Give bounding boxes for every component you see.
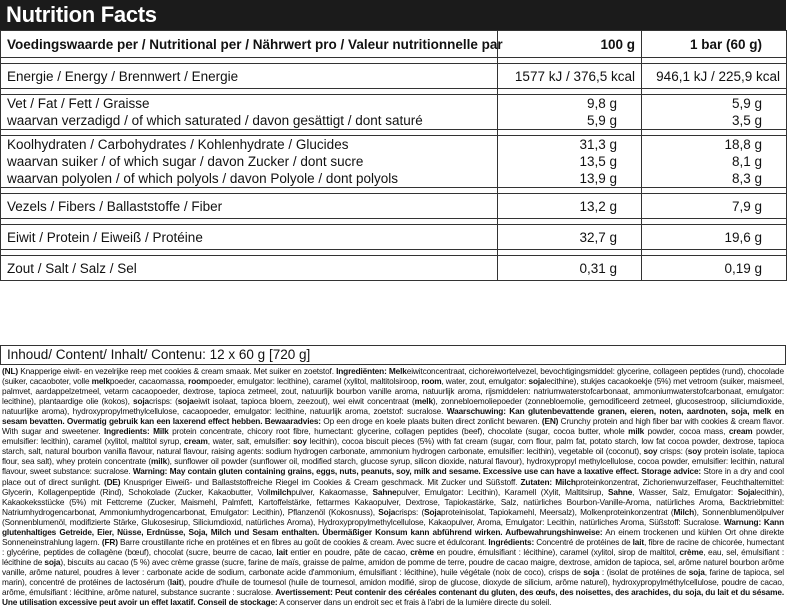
fine-print-segment: crisps: ( — [657, 446, 688, 457]
fine-print-bold-segment: Zutaten: Milch — [520, 476, 576, 487]
value-bar: 0,19 g — [642, 256, 787, 281]
fine-print-bold-segment: (NL) — [2, 366, 18, 376]
fine-print-bold-segment: (EN) — [541, 416, 559, 427]
header-label: Voedingswaarde per / Nutritional per / Nährwert pro / Valeur nutritionnelle par — [1, 31, 498, 58]
fine-print-bold-segment: lait — [276, 546, 288, 557]
page-title: Nutrition Facts — [0, 0, 786, 30]
value-100g-saturated: 5,9 g — [586, 113, 617, 128]
fine-print-segment: ), poudre d'huile de tournesol (huile de tournesol, amidon modifié, sirop de glucose, dioxyde de silicium, arôme naturel), hydroxypropylméthylcellulose, poudre de cacao, arôme, émulsifiant : lécithine, arôme naturel, substance sucrante : sucralose. — [2, 576, 784, 598]
row-label-saturated: waarvan verzadigd / of which saturated / davon gesättigt / dont saturé — [7, 113, 423, 128]
fine-print-segment: eiwitconcentraat, cichoreiwortelvezel, bevochtigingsmiddel: glycerine, collageen peptides (rund), chocolade (suiker, cacaoboter, volle — [2, 366, 784, 387]
fine-print-bold-segment: milch — [270, 486, 292, 497]
fine-print-segment: proteinisolat, Tapiokamehl, Meersalz), Molkenproteinkonzentrat ( — [441, 506, 674, 517]
fine-print-bold-segment: Ingrediënten: Melk — [336, 366, 407, 376]
fine-print-segment: ), Sonnenblumenölpulver (Sonnenblumenöl, modifizierte Stärke, Glukosesirup, Siliciumdioxid, natürliches Aroma), Hydroxypropylmethylcellulose, Kakaopulver, Aroma, Emulgator: Lecithin, natürliches Aroma, Süßstoff: Sucralose. — [2, 506, 785, 527]
value-100g-carbs: 31,3 g — [579, 137, 617, 152]
fine-print-segment: poeder, cacaomassa, — [109, 376, 189, 387]
fine-print-segment: powder, cocoa mass, — [644, 426, 729, 437]
table-row-fat — [1, 95, 787, 130]
table-header-row — [1, 31, 787, 58]
table-row-fibers — [1, 194, 787, 219]
fine-print-segment: ), zonnebloemoliepoeder (zonnebloemolie, gemodificeerd zetmeel, glucosestroop, siliciumdioxide, natuurlijke aroma), hydroxypropylmethylcellulose, cacaopoeder, emulgator: lecithine, natuurlijk aroma, zoetstof: sucralose. — [2, 396, 784, 417]
value-100g-sugar: 13,5 g — [579, 154, 617, 169]
row-label-carbs: Koolhydraten / Carbohydrates / Kohlenhydrate / Glucides — [7, 137, 349, 152]
fine-print-segment: pulver, Kakaomasse, — [291, 486, 373, 497]
fine-print-segment: en poudre, émulsifiant : lécithine), caramel (xylitol, sirop de maltitol, — [433, 546, 680, 557]
value-100g: 13,2 g — [498, 194, 642, 219]
fine-print-segment: Barre croustillante riche en protéines et en fibres au goût de cookies & cream. Avec sucre et édulcorant. — [117, 536, 489, 547]
fine-print-segment: , eau, sel, émulsifiant : lécithine de — [2, 546, 784, 567]
fine-print-bold-segment: soja — [688, 566, 705, 577]
value-100g-polyols: 13,9 g — [579, 171, 617, 186]
fine-print-segment: proteinkonzentrat, Zichorienwurzelfaser, Feuchthaltemittel: Glycerin, Kollagenpeptide (Rind), Schokolade (Zucker, Kakaobutter, Voll — [2, 476, 784, 497]
package-contents: Inhoud/ Content/ Inhalt/ Contenu: 12 x 60 g [720 g] — [0, 345, 786, 365]
ingredients-fine-print — [2, 366, 785, 607]
fine-print-segment: A conserver dans un endroit sec et frais à l'abri de la lumière directe du soleil. — [277, 597, 552, 607]
fine-print-segment: lecithine), stukjes cacaokoekje (5%) met vetroom (suiker, maismeel, palmvet, aardappelzetmeel, vetarm cacaopoeder, dextrose, tapioca zetmeel, zout, natuurlijk bourbon vanille aroma, natuurlijk aroma, rijsmiddelen: natriumwaterstofcarbonaat, ammoniumwaterstofcarbonaat, emulgator: lecithine), plantaardige olie (kokos), — [2, 376, 784, 407]
fine-print-bold-segment: soja — [583, 566, 600, 577]
fine-print-bold-segment: Sahne — [608, 486, 633, 497]
fine-print-bold-segment: soja — [528, 376, 545, 387]
fine-print-segment: crisps: ( — [395, 506, 425, 517]
row-label: Energie / Energy / Brennwert / Energie — [1, 64, 498, 89]
fine-print-segment: , water, zout, emulgator: — [441, 376, 529, 387]
fine-print-bold-segment: crème — [679, 546, 704, 557]
table-row-salt — [1, 256, 787, 281]
fine-print-segment: entier en poudre, pâte de cacao, — [287, 546, 411, 557]
fine-print-segment: , fibre de racine de chicorée, humectant : glycérine, peptides de collagène (bœuf), chocolat (sucre, beurre de cacao, — [2, 536, 784, 557]
row-label: Eiwit / Protein / Eiweiß / Protéine — [1, 225, 498, 250]
table-row-protein — [1, 225, 787, 250]
fine-print-bold-segment: room — [421, 376, 442, 387]
fine-print-bold-segment: milk — [628, 426, 645, 437]
row-label-polyols: waarvan polyolen / of which polyols / davon Polyole / dont polyols — [7, 171, 398, 186]
fine-print-bold-segment: Milch — [673, 506, 695, 517]
fine-print-bold-segment: (DE) — [103, 476, 121, 487]
fine-print-segment: protein isolate, tapioca flour, sea salt), whey protein concentrate ( — [2, 446, 785, 467]
row-label: Zout / Salt / Salz / Sel — [1, 256, 498, 281]
fine-print-segment: An einem trockenen und kühlen Ort ohne direkte Sonneneinstrahlung lagern. — [2, 526, 784, 547]
fine-print-bold-segment: milk — [151, 456, 168, 467]
value-100g: 0,31 g — [498, 256, 642, 281]
fine-print-segment: lecithin), cocoa biscuit pieces (5%) with fat cream (sugar, corn flour, palm fat, potato starch, low fat cocoa powder, dextrose, tapioca starch, salt, natural bourbon vanilla flavour, natural flavour, raising agents: sodium hydrogen carbonate, ammonium hydrogen carbonate, emulsifier: lecithin), vegetable oil (coconut), — [2, 436, 785, 457]
value-100g: 32,7 g — [498, 225, 642, 250]
fine-print-bold-segment: (FR) — [101, 536, 118, 547]
fine-print-segment: crisps: ( — [149, 396, 178, 407]
fine-print-bold-segment: soy — [292, 436, 307, 447]
fine-print-bold-segment: soja — [44, 556, 61, 567]
value-100g-fat: 9,8 g — [586, 96, 617, 111]
fine-print-bold-segment: cream — [728, 426, 753, 437]
fine-print-bold-segment: Warnung: Kann glutenhaltiges Getreide, Eier, Nüsse, Erdnüsse, Soja, Milch und Sesam enthalten. Übermäßiger Konsum kann abführend wirken. Aufbewahrungshinweise: — [2, 516, 785, 537]
row-label-fat: Vet / Fat / Fett / Graisse — [7, 96, 150, 111]
value-bar-sugar: 8,1 g — [731, 154, 762, 169]
fine-print-segment: lecithin), Kakaokeksstücke (5%) mit Fettcreme (Zucker, Maismehl, Palmfett, Kartoffelstärke, fettarmes Kakaopulver, Dextrose, Tapiokastärke, Salz, natürliches Bourbon-Vanille-Aroma, natürliches Aroma, Backtriebmittel: Natriumhydrogencarbonat, Ammoniumhydrogencarbonat, Emulgator: Lecithin), Pflanzenöl (Kokosnuss), — [2, 486, 785, 517]
fine-print-bold-segment: lait — [632, 536, 645, 547]
fine-print-segment: Crunchy protein and high fiber bar with cookies & cream flavor. With sugar and sweetener. — [2, 416, 784, 437]
fine-print-segment: Op een droge en koele plaats buiten direct zonlicht bewaren. — [320, 416, 542, 427]
fine-print-segment: ), sunflower oil powder (sunflower oil, modified starch, glucose syrup, silicon dioxide, natural flavour), hydroxypropyl methylcellulose, cocoa powder, emulsifier: lecithin, natural flavour, sweet substance: sucralose. — [2, 456, 784, 477]
fine-print-segment: powder, emulsifier: lecithin), caramel (xylitol, maltitol syrup, — [2, 426, 785, 447]
value-bar: 7,9 g — [642, 194, 787, 219]
fine-print-segment: pulver, Emulgator: Lecithin), Karamell (Xylit, Maltitsirup, — [396, 486, 609, 497]
value-bar-carbs: 18,8 g — [724, 137, 762, 152]
fine-print-segment: Knuspriger Eiweiß- und Ballaststoffreiche Riegel im Cookies & Cream geschmack. Mit Zucker und Süßstoff. — [120, 476, 521, 487]
table-row-energy — [1, 64, 787, 89]
fine-print-bold-segment: Warning: May contain gluten containing grains, eggs, nuts, peanuts, soy, milk and sesame. Excessive use can have a laxative effect. Storage advice: — [132, 466, 702, 477]
header-per-bar: 1 bar (60 g) — [642, 31, 787, 58]
fine-print-segment: Knapperige eiwit- en vezelrijke reep met cookies & cream smaak. Met suiker en zoetstof. — [18, 366, 337, 376]
value-100g: 1577 kJ / 376,5 kcal — [498, 64, 642, 89]
fine-print-bold-segment: Sahne — [372, 486, 397, 497]
fine-print-bold-segment: Avertissement: Peut contenir des céréales contenant du gluten, des œufs, des noisettes, des arachides, du soja, du lait et du sésame. Une utilisation excessive peut avoir un effet laxatif. Conseil de stockage: — [2, 587, 784, 607]
fine-print-segment: : (isolat de protéines de — [599, 566, 689, 577]
fine-print-bold-segment: Ingredients: Milk — [103, 426, 169, 437]
value-bar-polyols: 8,3 g — [731, 171, 762, 186]
fine-print-segment: eiwit isolaat, tapioca bloem, zeezout), wei eiwit concentraat ( — [193, 396, 415, 407]
fine-print-bold-segment: room — [188, 376, 209, 387]
row-label: Vezels / Fibers / Ballaststoffe / Fiber — [1, 194, 498, 219]
fine-print-bold-segment: Waarschuwing: Kan glutenbevattende granen, eieren, noten, aardnoten, soja, melk en sesam bevatten. Overmatig gebruik kan een laxerend effect hebben. Bewaaradvies: — [2, 406, 784, 427]
value-bar: 946,1 kJ / 225,9 kcal — [642, 64, 787, 89]
fine-print-bold-segment: crème — [410, 546, 434, 557]
fine-print-segment: Store in a dry and cool place out of direct sunlight. — [2, 466, 784, 487]
fine-print-segment: , water, salt, emulsifier: — [207, 436, 293, 447]
fine-print-bold-segment: melk — [91, 376, 110, 387]
fine-print-segment: poeder, emulgator: lecithine), caramel (xylitol, maltitolsiroop, — [208, 376, 422, 387]
fine-print-bold-segment: soja — [133, 396, 150, 407]
fine-print-bold-segment: soja — [177, 396, 194, 407]
header-per-100g: 100 g — [498, 31, 642, 58]
fine-print-bold-segment: lait — [169, 576, 182, 587]
value-bar: 19,6 g — [642, 225, 787, 250]
row-label-sugar: waarvan suiker / of which sugar / davon Zucker / dont sucre — [7, 154, 364, 169]
fine-print-segment: Concentré de protéines de — [534, 536, 633, 547]
fine-print-bold-segment: soy — [687, 446, 702, 457]
fine-print-bold-segment: melk — [414, 396, 433, 407]
value-bar-fat: 5,9 g — [731, 96, 762, 111]
fine-print-segment: , Wasser, Salz, Emulgator: — [632, 486, 738, 497]
table-row-carbohydrates — [1, 136, 787, 188]
nutrition-table — [0, 30, 787, 281]
fine-print-segment: , farine de tapioca, sel marin), concentré de protéines de lactosérum ( — [2, 566, 784, 587]
fine-print-segment: protein concentrate, chicory root fibre, humectant: glycerine, collagen peptides (beef), chocolate (sugar, cocoa butter, whole — [168, 426, 629, 437]
fine-print-bold-segment: Soja — [737, 486, 755, 497]
fine-print-bold-segment: Ingrédients: — [488, 536, 535, 547]
fine-print-bold-segment: soy — [643, 446, 658, 457]
fine-print-bold-segment: Soja — [424, 506, 442, 517]
value-bar-saturated: 3,5 g — [731, 113, 762, 128]
fine-print-bold-segment: Soja — [378, 506, 396, 517]
fine-print-bold-segment: cream — [184, 436, 208, 447]
fine-print-segment: ), biscuits au cacao (5 %) avec crème grasse (sucre, farine de maïs, graisse de palme, amidon de pomme de terre, poudre de cacao maigre, dextrose, amidon de tapioca, sel, arôme naturel bourbon arôme vanille, arôme naturel, poudres à lever : carbonate acide de sodium, carbonate acide d'ammonium, émulsifiant : lécithine), huile végétale (noix de coco), crisps de — [2, 556, 784, 577]
